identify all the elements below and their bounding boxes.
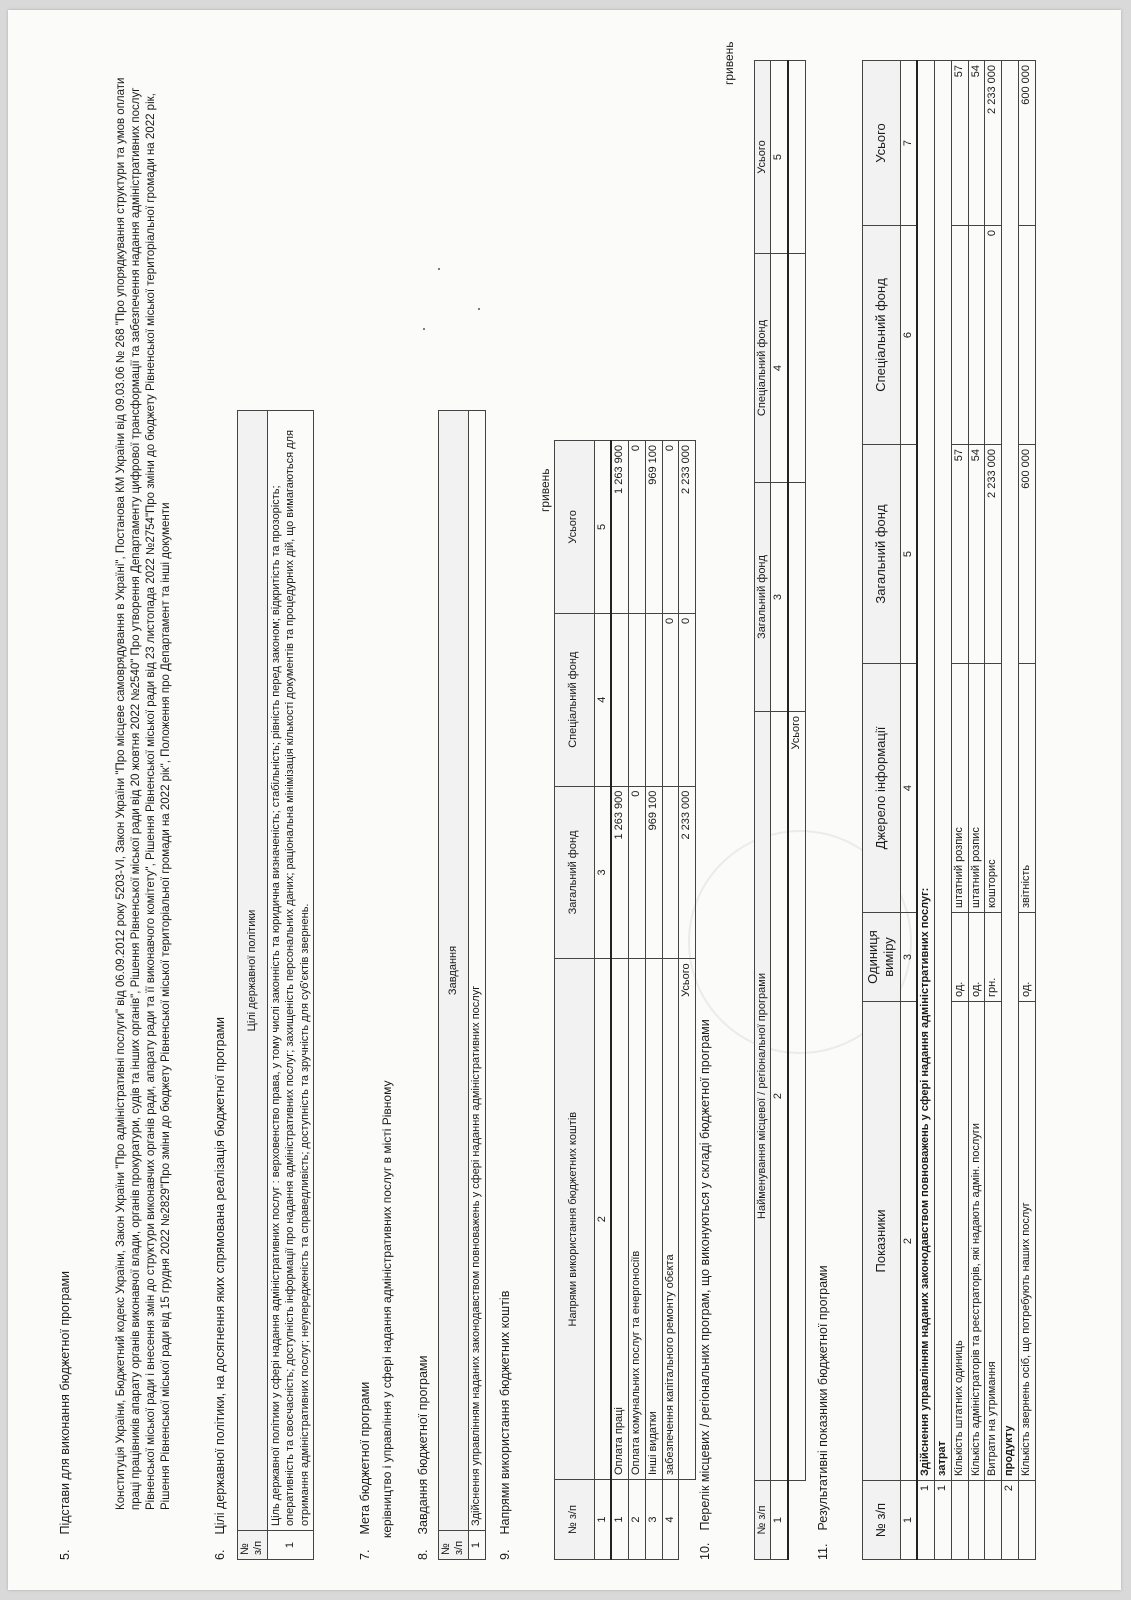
spending-table — [554, 440, 697, 1560]
goals-col-goal: Цілі державної політики — [237, 411, 268, 1531]
spending-colnum: 4 — [594, 613, 611, 786]
section-7 — [358, 60, 395, 1560]
programs-colnum: 2 — [771, 712, 788, 1481]
programs-h-total: Усього — [754, 61, 771, 254]
indicators-row-spec — [951, 226, 968, 445]
indicators-row-unit: од. — [951, 913, 968, 1002]
indicators-row-name: Витрати на утримання — [985, 1002, 1002, 1481]
spending-row-total: 0 — [629, 441, 646, 614]
section-5 — [58, 60, 174, 1560]
indicators-group-name: затрат — [935, 61, 952, 1481]
indicators-row-total: 54 — [968, 61, 985, 226]
indicators-h-num: № з/п — [862, 1481, 900, 1560]
goals-row-num: 1 — [268, 1531, 314, 1560]
section-9-title: Напрями використання бюджетних коштів — [498, 1290, 512, 1535]
section-11-title: Результативні показники бюджетної програми — [816, 1265, 830, 1531]
spending-row-spec — [645, 613, 662, 786]
indicators-row-spec — [1018, 226, 1035, 445]
spending-h-total: Усього — [554, 441, 594, 614]
table-row — [662, 441, 679, 1560]
section-10-heading — [698, 60, 714, 1560]
programs-colnum: 4 — [771, 254, 788, 483]
indicators-row-gen: 57 — [951, 445, 968, 664]
indicators-row-spec: 0 — [985, 226, 1002, 445]
section-7-title: Мета бюджетної програми — [358, 1381, 372, 1535]
section-10-unit: гривень — [722, 41, 736, 85]
table-row — [611, 441, 628, 1560]
table-row — [985, 61, 1002, 1560]
programs-total-empty — [788, 1481, 805, 1560]
scan-speck — [423, 328, 425, 330]
table-row — [645, 441, 662, 1560]
rotated-content — [8, 10, 1121, 1590]
section-10-title: Перелік місцевих / регіональних програм, що виконуються у складі бюджетної програми — [698, 1019, 712, 1531]
section-8-title: Завдання бюджетної програми — [416, 1355, 430, 1535]
programs-colnum: 1 — [771, 1481, 788, 1560]
programs-h-num: № з/п — [754, 1481, 771, 1560]
spending-h-gen: Загальний фонд — [554, 786, 594, 959]
spending-row-total: 969 100 — [645, 441, 662, 614]
tasks-row — [469, 411, 486, 1560]
spending-row-name: Інші видатки — [645, 959, 662, 1480]
section-8 — [416, 60, 486, 1560]
table-row — [968, 61, 985, 1560]
spending-row-total: 0 — [662, 441, 679, 614]
spending-row-gen: 0 — [629, 786, 646, 959]
spending-total-spec: 0 — [679, 613, 696, 786]
spending-row-spec — [629, 613, 646, 786]
goals-row — [268, 411, 314, 1560]
programs-colnum: 3 — [771, 483, 788, 712]
section-6-heading — [213, 60, 229, 1560]
indicators-table — [862, 60, 1036, 1560]
section-5-text: Конституція України, Бюджетний кодекс України, Закон України "Про адміністративні послуги" від 06.09.2012 року 5203-VI, Закон України "Про місцеве самоврядування в Україні", Постанова КМ України від 09.03.06 № 268 "Про упорядкування структури та умов оплати праці працівників апарату органів виконавчої влади, органів прокуратури, судів та інших органів", Рішення Рівненської міської ради від 20 жовтня 2022 №2540" Про утворення Департаменту цифрової трансформації та забезпечення надання адміністративних послуг Рівненської міської ради і внесення змін до структури виконавчих органів ради, апарату ради та її виконавчого комітету", Рішення Рівненської міської ради від 23 листопада 2022 №2754"Про зміни до бюджету Рівненської міської територіальної громади на 2022 рік, Рішення Рівненської міської ради від 15 грудня 2022 №2829"Про зміни до бюджету Рівненської міської територіальної громади на 2022 рік", Положення про Департамент та інші документи — [114, 77, 173, 1510]
section-8-number: 8. — [416, 1549, 430, 1560]
spending-row-gen: 1 263 900 — [611, 786, 628, 959]
indicators-row-name: Кількість штатних одиниць — [951, 1002, 968, 1481]
indicators-task-text: Здійснення управлінням наданих законодавством повноважень у сфері надання адміністративних послуг: — [917, 61, 934, 1481]
spending-colnum: 5 — [594, 441, 611, 614]
indicators-h-unit: Одиниця виміру — [862, 913, 900, 1002]
spending-row-spec — [611, 613, 628, 786]
indicators-row-spec — [968, 226, 985, 445]
indicators-row-unit: грн. — [985, 913, 1002, 1002]
section-7-number: 7. — [358, 1549, 372, 1560]
tasks-table — [438, 410, 486, 1560]
table-row — [951, 61, 968, 1560]
indicators-row-source: звітність — [1018, 664, 1035, 913]
indicators-colnum: 2 — [900, 1002, 917, 1481]
indicators-colnum: 1 — [900, 1481, 917, 1560]
indicators-row-total: 600 000 — [1018, 61, 1035, 226]
section-11-number: 11. — [816, 1543, 830, 1560]
spending-row-name: Оплата комунальних послуг та енергоносіїв — [629, 959, 646, 1480]
indicators-h-source: Джерело інформації — [862, 664, 900, 913]
indicators-row-unit: од. — [1018, 913, 1035, 1002]
indicators-h-spec: Спеціальний фонд — [862, 226, 900, 445]
indicators-row-total: 57 — [951, 61, 968, 226]
indicators-colnum: 3 — [900, 913, 917, 1002]
spending-colnum: 3 — [594, 786, 611, 959]
indicators-colnum: 6 — [900, 226, 917, 445]
indicators-colnum: 4 — [900, 664, 917, 913]
indicators-colnum: 5 — [900, 445, 917, 664]
spending-row-gen — [662, 786, 679, 959]
programs-h-gen: Загальний фонд — [754, 483, 771, 712]
spending-row-name: забезпечення капітального ремонту обєкта — [662, 959, 679, 1480]
section-9-heading — [498, 60, 514, 1560]
section-6 — [213, 60, 314, 1560]
indicators-group-num: 2 — [1002, 1481, 1019, 1560]
indicators-row-source: кошторис — [985, 664, 1002, 913]
programs-total-spec — [788, 254, 805, 483]
goals-col-num: № з/п — [237, 1531, 268, 1560]
indicators-h-name: Показники — [862, 1002, 900, 1481]
spending-h-spec: Спеціальний фонд — [554, 613, 594, 786]
spending-row-name: Оплата праці — [611, 959, 628, 1480]
indicators-h-total: Усього — [862, 61, 900, 226]
indicators-row-gen: 54 — [968, 445, 985, 664]
spending-colnum: 1 — [594, 1480, 611, 1560]
programs-table — [754, 60, 806, 1560]
spending-total-empty — [679, 1480, 696, 1560]
tasks-col-num: № з/п — [438, 1531, 469, 1560]
programs-total-gen — [788, 483, 805, 712]
table-row — [629, 441, 646, 1560]
section-5-heading — [58, 60, 74, 1560]
spending-h-num: № з/п — [554, 1480, 594, 1560]
spending-colnum: 2 — [594, 959, 611, 1480]
indicators-group-row — [935, 61, 952, 1560]
programs-h-spec: Спеціальний фонд — [754, 254, 771, 483]
tasks-col-task: Завдання — [438, 411, 469, 1531]
programs-h-name: Найменування місцевої / регіональної програми — [754, 712, 771, 1481]
indicators-row-name: Кількість адміністраторів та реєстраторів, які надають адмін. послуги — [968, 1002, 985, 1481]
indicators-row-source: штатний розпис — [968, 664, 985, 913]
spending-row-gen: 969 100 — [645, 786, 662, 959]
spending-row-total: 1 263 900 — [611, 441, 628, 614]
indicators-row-num — [985, 1481, 1002, 1560]
spending-total-label: Усього — [679, 959, 696, 1480]
indicators-row-gen: 2 233 000 — [985, 445, 1002, 664]
scanned-page — [8, 10, 1121, 1590]
section-5-title: Підстави для виконання бюджетної програми — [58, 1270, 72, 1535]
spending-row-num: 1 — [611, 1480, 628, 1560]
programs-total-total — [788, 61, 805, 254]
indicators-row-name: Кількість звернень осіб, що потребують наших послуг — [1018, 1002, 1035, 1481]
indicators-row-unit: од. — [968, 913, 985, 1002]
indicators-row-num — [951, 1481, 968, 1560]
indicators-row-source: штатний розпис — [951, 664, 968, 913]
indicators-group-num: 1 — [935, 1481, 952, 1560]
spending-total-total: 2 233 000 — [679, 441, 696, 614]
section-10 — [698, 41, 806, 1560]
indicators-row-total: 2 233 000 — [985, 61, 1002, 226]
programs-total-label: Усього — [788, 712, 805, 1481]
indicators-group-row — [1002, 61, 1019, 1560]
section-5-number: 5. — [58, 1549, 72, 1560]
section-11 — [816, 60, 1036, 1560]
section-9-unit: гривень — [538, 468, 552, 512]
indicators-task-num: 1 — [917, 1481, 934, 1560]
table-row — [1018, 61, 1035, 1560]
programs-total-row — [788, 61, 805, 1560]
section-11-heading — [816, 60, 832, 1560]
section-8-heading — [416, 60, 432, 1560]
spending-row-num: 4 — [662, 1480, 679, 1560]
programs-colnum: 5 — [771, 61, 788, 254]
indicators-row-num — [968, 1481, 985, 1560]
goals-table — [237, 410, 314, 1560]
indicators-task-row — [917, 61, 934, 1560]
scan-speck — [438, 268, 440, 270]
spending-row-num: 2 — [629, 1480, 646, 1560]
indicators-row-gen: 600 000 — [1018, 445, 1035, 664]
scan-speck — [478, 308, 480, 310]
spending-total-row — [679, 441, 696, 1560]
indicators-colnum: 7 — [900, 61, 917, 226]
indicators-row-num — [1018, 1481, 1035, 1560]
section-7-heading — [358, 60, 374, 1560]
spending-row-num: 3 — [645, 1480, 662, 1560]
spending-total-gen: 2 233 000 — [679, 786, 696, 959]
tasks-row-text: Здійснення управлінням наданих законодавством повноважень у сфері надання адміністративних послуг — [469, 411, 486, 1531]
indicators-h-gen: Загальний фонд — [862, 445, 900, 664]
spending-h-name: Напрями використання бюджетних коштів — [554, 959, 594, 1480]
indicators-group-name: продукту — [1002, 61, 1019, 1481]
tasks-row-num: 1 — [469, 1531, 486, 1560]
section-6-title: Цілі державної політики, на досягнення яких спрямована реалізація бюджетної програми — [213, 1016, 227, 1535]
goals-row-text: Ціль державної політики у сфері надання адміністративних послуг : верховенство права, у тому числі законність та юридична визначеність; стабільність; рівність перед законом; відкритість та прозорість; оперативність та своєчасність; доступність інформації про надання адміністративних послуг; захищеність персональних даних; раціональна мінімізація кількості документів та процедурних дій, що вимагаються для отримання адміністративних послуг; неупередженість та справедливість; доступність та зручність для суб'єктів звернень. — [268, 411, 314, 1531]
section-10-number: 10. — [698, 1542, 712, 1560]
section-9 — [498, 60, 696, 1560]
section-6-number: 6. — [213, 1549, 227, 1560]
spending-row-spec: 0 — [662, 613, 679, 786]
section-7-text: керівництво і управління у сфері надання адміністративних послуг в місті Рівному — [379, 1080, 394, 1538]
section-9-number: 9. — [498, 1549, 512, 1560]
